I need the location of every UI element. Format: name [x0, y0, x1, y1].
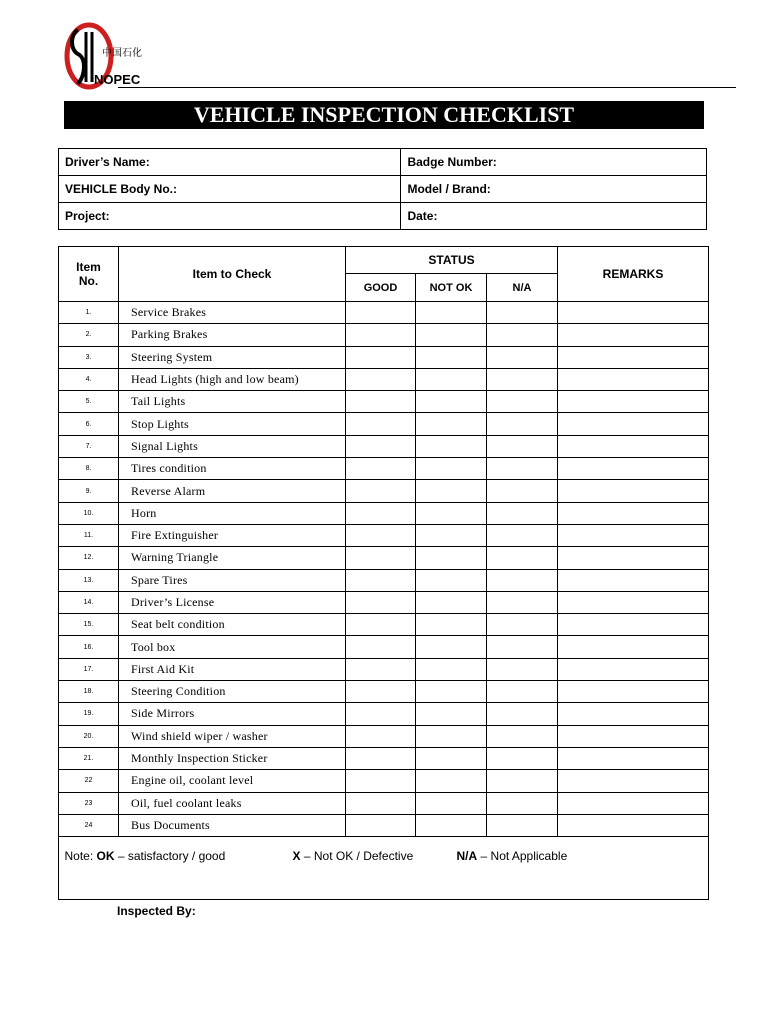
item-number: 3.	[59, 346, 119, 368]
not-ok-checkbox-cell[interactable]	[416, 681, 487, 703]
na-checkbox-cell[interactable]	[487, 524, 558, 546]
not-ok-checkbox-cell[interactable]	[416, 502, 487, 524]
remarks-cell[interactable]	[558, 636, 709, 658]
date-field[interactable]: Date:	[401, 203, 707, 230]
na-checkbox-cell[interactable]	[487, 614, 558, 636]
good-checkbox-cell[interactable]	[346, 302, 416, 324]
good-checkbox-cell[interactable]	[346, 391, 416, 413]
table-row	[59, 814, 709, 836]
good-checkbox-cell[interactable]	[346, 524, 416, 546]
remarks-cell[interactable]	[558, 814, 709, 836]
na-text: – Not Applicable	[480, 849, 568, 864]
not-ok-checkbox-cell[interactable]	[416, 435, 487, 457]
good-checkbox-cell[interactable]	[346, 747, 416, 769]
item-number: 20.	[59, 725, 119, 747]
good-checkbox-cell[interactable]	[346, 413, 416, 435]
not-ok-checkbox-cell[interactable]	[416, 569, 487, 591]
na-checkbox-cell[interactable]	[487, 658, 558, 680]
remarks-cell[interactable]	[558, 770, 709, 792]
good-checkbox-cell[interactable]	[346, 703, 416, 725]
table-row	[59, 658, 709, 680]
good-checkbox-cell[interactable]	[346, 569, 416, 591]
item-number: 12.	[59, 547, 119, 569]
not-ok-checkbox-cell[interactable]	[416, 324, 487, 346]
good-checkbox-cell[interactable]	[346, 480, 416, 502]
remarks-cell[interactable]	[558, 346, 709, 368]
table-row	[59, 591, 709, 613]
na-checkbox-cell[interactable]	[487, 346, 558, 368]
good-checkbox-cell[interactable]	[346, 725, 416, 747]
table-row	[59, 324, 709, 346]
sinopec-logo	[56, 22, 142, 92]
item-name: Wind shield wiper / washer	[119, 725, 346, 747]
item-to-check-header: Item to Check	[119, 247, 346, 302]
item-number: 4.	[59, 368, 119, 390]
not-ok-checkbox-cell[interactable]	[416, 524, 487, 546]
not-ok-checkbox-cell[interactable]	[416, 346, 487, 368]
item-name: Seat belt condition	[119, 614, 346, 636]
table-row	[59, 391, 709, 413]
item-number: 5.	[59, 391, 119, 413]
ok-code: OK	[96, 849, 115, 864]
item-number: 22	[59, 770, 119, 792]
item-name: Fire Extinguisher	[119, 524, 346, 546]
remarks-cell[interactable]	[558, 368, 709, 390]
good-checkbox-cell[interactable]	[346, 636, 416, 658]
not-ok-checkbox-cell[interactable]	[416, 591, 487, 613]
item-number: 7.	[59, 435, 119, 457]
remarks-cell[interactable]	[558, 569, 709, 591]
table-row	[59, 458, 709, 480]
item-number: 15.	[59, 614, 119, 636]
na-checkbox-cell[interactable]	[487, 725, 558, 747]
table-row	[59, 302, 709, 324]
item-number: 13.	[59, 569, 119, 591]
item-number: 21.	[59, 747, 119, 769]
na-checkbox-cell[interactable]	[487, 324, 558, 346]
na-checkbox-cell[interactable]	[487, 636, 558, 658]
not-ok-checkbox-cell[interactable]	[416, 770, 487, 792]
item-name: Tool box	[119, 636, 346, 658]
not-ok-checkbox-cell[interactable]	[416, 725, 487, 747]
item-number: 18.	[59, 681, 119, 703]
good-checkbox-cell[interactable]	[346, 502, 416, 524]
item-name: Horn	[119, 502, 346, 524]
project-field[interactable]: Project:	[59, 203, 401, 230]
item-name: Driver’s License	[119, 591, 346, 613]
na-header: N/A	[487, 274, 558, 302]
good-checkbox-cell[interactable]	[346, 346, 416, 368]
remarks-cell[interactable]	[558, 792, 709, 814]
item-number: 10.	[59, 502, 119, 524]
item-name: Steering Condition	[119, 681, 346, 703]
item-name: Steering System	[119, 346, 346, 368]
item-number: 14.	[59, 591, 119, 613]
item-name: Side Mirrors	[119, 703, 346, 725]
not-ok-checkbox-cell[interactable]	[416, 636, 487, 658]
svg-text:中国石化: 中国石化	[102, 48, 142, 59]
item-name: Spare Tires	[119, 569, 346, 591]
remarks-header: REMARKS	[558, 247, 709, 302]
remarks-cell[interactable]	[558, 302, 709, 324]
remarks-cell[interactable]	[558, 524, 709, 546]
na-checkbox-cell[interactable]	[487, 458, 558, 480]
remarks-cell[interactable]	[558, 591, 709, 613]
not-ok-checkbox-cell[interactable]	[416, 547, 487, 569]
na-checkbox-cell[interactable]	[487, 681, 558, 703]
page-title: VEHICLE INSPECTION CHECKLIST	[64, 101, 704, 129]
table-row	[59, 569, 709, 591]
item-name: Monthly Inspection Sticker	[119, 747, 346, 769]
remarks-cell[interactable]	[558, 614, 709, 636]
good-checkbox-cell[interactable]	[346, 658, 416, 680]
table-row	[59, 547, 709, 569]
x-text: – Not OK / Defective	[303, 849, 414, 864]
item-name: Stop Lights	[119, 413, 346, 435]
item-name: Bus Documents	[119, 814, 346, 836]
good-checkbox-cell[interactable]	[346, 614, 416, 636]
good-checkbox-cell[interactable]	[346, 681, 416, 703]
good-header: GOOD	[346, 274, 416, 302]
na-checkbox-cell[interactable]	[487, 502, 558, 524]
remarks-cell[interactable]	[558, 725, 709, 747]
model-brand-field[interactable]: Model / Brand:	[401, 176, 707, 203]
table-row	[59, 502, 709, 524]
not-ok-checkbox-cell[interactable]	[416, 747, 487, 769]
inspection-checklist-table	[58, 246, 709, 900]
not-ok-checkbox-cell[interactable]	[416, 413, 487, 435]
badge-number-field[interactable]: Badge Number:	[401, 149, 707, 176]
item-name: Service Brakes	[119, 302, 346, 324]
driver-info-table	[58, 148, 707, 230]
table-row	[59, 770, 709, 792]
item-number: 16.	[59, 636, 119, 658]
table-row	[59, 725, 709, 747]
table-row	[59, 614, 709, 636]
item-name: First Aid Kit	[119, 658, 346, 680]
remarks-cell[interactable]	[558, 502, 709, 524]
item-number: 23	[59, 792, 119, 814]
not-ok-checkbox-cell[interactable]	[416, 792, 487, 814]
remarks-cell[interactable]	[558, 391, 709, 413]
vehicle-body-field[interactable]: VEHICLE Body No.:	[59, 176, 401, 203]
item-number: 6.	[59, 413, 119, 435]
item-name: Oil, fuel coolant leaks	[119, 792, 346, 814]
table-row	[59, 681, 709, 703]
not-ok-checkbox-cell[interactable]	[416, 658, 487, 680]
item-number: 24	[59, 814, 119, 836]
svg-text:NOPEC: NOPEC	[94, 72, 141, 87]
item-name: Tail Lights	[119, 391, 346, 413]
na-code: N/A	[456, 849, 478, 864]
item-name: Engine oil, coolant level	[119, 770, 346, 792]
legend-note	[59, 837, 709, 900]
table-row	[59, 346, 709, 368]
remarks-cell[interactable]	[558, 458, 709, 480]
na-checkbox-cell[interactable]	[487, 435, 558, 457]
item-name: Reverse Alarm	[119, 480, 346, 502]
good-checkbox-cell[interactable]	[346, 324, 416, 346]
item-number: 1.	[59, 302, 119, 324]
item-name: Warning Triangle	[119, 547, 346, 569]
not-ok-checkbox-cell[interactable]	[416, 480, 487, 502]
na-checkbox-cell[interactable]	[487, 770, 558, 792]
remarks-cell[interactable]	[558, 435, 709, 457]
header-rule	[118, 87, 736, 88]
remarks-cell[interactable]	[558, 547, 709, 569]
table-row	[59, 435, 709, 457]
item-number: 19.	[59, 703, 119, 725]
remarks-cell[interactable]	[558, 413, 709, 435]
drivers-name-field[interactable]: Driver’s Name:	[59, 149, 401, 176]
table-row	[59, 703, 709, 725]
remarks-cell[interactable]	[558, 324, 709, 346]
na-checkbox-cell[interactable]	[487, 569, 558, 591]
remarks-cell[interactable]	[558, 681, 709, 703]
status-header: STATUS	[346, 247, 558, 274]
remarks-cell[interactable]	[558, 658, 709, 680]
good-checkbox-cell[interactable]	[346, 591, 416, 613]
item-number: 8.	[59, 458, 119, 480]
not-ok-checkbox-cell[interactable]	[416, 368, 487, 390]
table-row	[59, 524, 709, 546]
table-row	[59, 368, 709, 390]
na-checkbox-cell[interactable]	[487, 814, 558, 836]
table-row	[59, 413, 709, 435]
table-row	[59, 480, 709, 502]
remarks-cell[interactable]	[558, 480, 709, 502]
table-row	[59, 792, 709, 814]
not-ok-header: NOT OK	[416, 274, 487, 302]
x-code: X	[292, 849, 301, 864]
inspected-by-label: Inspected By:	[117, 904, 196, 918]
table-row	[59, 636, 709, 658]
item-number: 2.	[59, 324, 119, 346]
na-checkbox-cell[interactable]	[487, 480, 558, 502]
good-checkbox-cell[interactable]	[346, 547, 416, 569]
not-ok-checkbox-cell[interactable]	[416, 614, 487, 636]
item-name: Parking Brakes	[119, 324, 346, 346]
item-name: Signal Lights	[119, 435, 346, 457]
good-checkbox-cell[interactable]	[346, 368, 416, 390]
remarks-cell[interactable]	[558, 747, 709, 769]
item-name: Head Lights (high and low beam)	[119, 368, 346, 390]
item-no-header: Item No.	[59, 247, 119, 302]
good-checkbox-cell[interactable]	[346, 770, 416, 792]
na-checkbox-cell[interactable]	[487, 413, 558, 435]
good-checkbox-cell[interactable]	[346, 458, 416, 480]
na-checkbox-cell[interactable]	[487, 302, 558, 324]
item-number: 17.	[59, 658, 119, 680]
not-ok-checkbox-cell[interactable]	[416, 302, 487, 324]
good-checkbox-cell[interactable]	[346, 435, 416, 457]
item-name: Tires condition	[119, 458, 346, 480]
remarks-cell[interactable]	[558, 703, 709, 725]
na-checkbox-cell[interactable]	[487, 368, 558, 390]
na-checkbox-cell[interactable]	[487, 547, 558, 569]
good-checkbox-cell[interactable]	[346, 792, 416, 814]
good-checkbox-cell[interactable]	[346, 814, 416, 836]
not-ok-checkbox-cell[interactable]	[416, 458, 487, 480]
not-ok-checkbox-cell[interactable]	[416, 703, 487, 725]
not-ok-checkbox-cell[interactable]	[416, 814, 487, 836]
na-checkbox-cell[interactable]	[487, 792, 558, 814]
item-number: 11.	[59, 524, 119, 546]
not-ok-checkbox-cell[interactable]	[416, 391, 487, 413]
item-number: 9.	[59, 480, 119, 502]
na-checkbox-cell[interactable]	[487, 591, 558, 613]
na-checkbox-cell[interactable]	[487, 703, 558, 725]
note-prefix: Note:	[64, 849, 94, 864]
na-checkbox-cell[interactable]	[487, 391, 558, 413]
ok-text: – satisfactory / good	[117, 849, 226, 864]
table-row	[59, 747, 709, 769]
na-checkbox-cell[interactable]	[487, 747, 558, 769]
